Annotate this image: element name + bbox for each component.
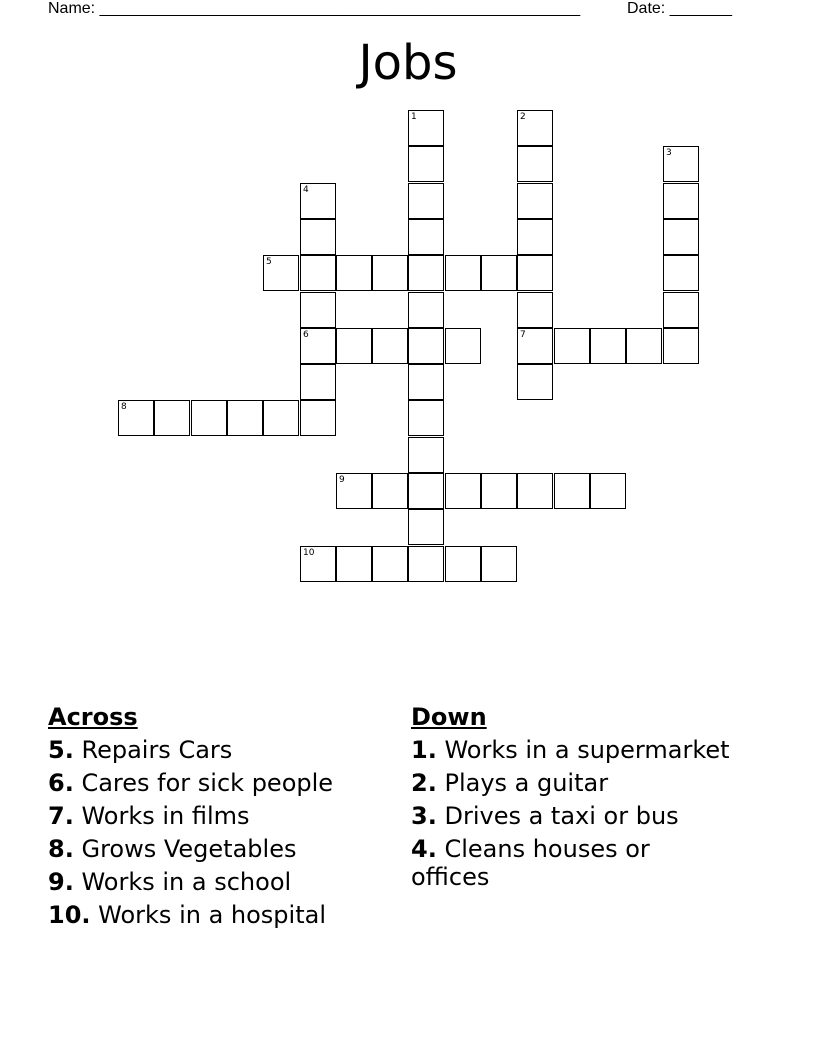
grid-cell[interactable] [118, 400, 154, 436]
grid-cell[interactable] [336, 473, 372, 509]
clue-across-10: 10. Works in a hospital [48, 901, 326, 929]
grid-cell[interactable] [227, 400, 263, 436]
grid-cell[interactable] [372, 328, 408, 364]
clue-number: 4 [303, 185, 309, 195]
page-title: Jobs [358, 35, 458, 91]
down-clues [411, 700, 731, 896]
grid-cell[interactable] [263, 400, 299, 436]
grid-cell[interactable] [663, 219, 699, 255]
grid-cell[interactable] [408, 546, 444, 582]
grid-cell[interactable] [445, 255, 481, 291]
grid-cell[interactable] [300, 292, 336, 328]
clue-number: 3 [666, 148, 672, 158]
across-clues [48, 700, 388, 934]
grid-cell[interactable] [300, 183, 336, 219]
clue-across-9: 9. Works in a school [48, 868, 292, 896]
grid-cell[interactable] [408, 110, 444, 146]
clue-across-6: 6. Cares for sick people [48, 769, 334, 797]
grid-cell[interactable] [590, 473, 626, 509]
grid-cell[interactable] [481, 546, 517, 582]
clue-across-7: 7. Works in films [48, 802, 250, 830]
grid-cell[interactable] [626, 328, 662, 364]
grid-cell[interactable] [372, 546, 408, 582]
clue-number: 7 [520, 330, 526, 340]
date-line: Date: _______ [627, 0, 732, 17]
grid-cell[interactable] [408, 509, 444, 545]
grid-cell[interactable] [191, 400, 227, 436]
clue-down-2: 2. Plays a guitar [411, 769, 609, 797]
grid-cell[interactable] [300, 219, 336, 255]
grid-cell[interactable] [663, 292, 699, 328]
clue-across-8: 8. Grows Vegetables [48, 835, 297, 863]
grid-cell[interactable] [408, 183, 444, 219]
grid-cell[interactable] [408, 400, 444, 436]
grid-cell[interactable] [481, 473, 517, 509]
grid-cell[interactable] [300, 400, 336, 436]
grid-cell[interactable] [154, 400, 190, 436]
grid-cell[interactable] [517, 473, 553, 509]
grid-cell[interactable] [517, 183, 553, 219]
clue-number: 2 [520, 112, 526, 122]
grid-cell[interactable] [590, 328, 626, 364]
clue-number: 1 [411, 112, 417, 122]
grid-cell[interactable] [517, 146, 553, 182]
clue-number: 6 [303, 330, 309, 340]
grid-cell[interactable] [408, 292, 444, 328]
across-heading: Across [48, 703, 138, 731]
grid-cell[interactable] [445, 328, 481, 364]
grid-cell[interactable] [408, 219, 444, 255]
grid-cell[interactable] [408, 437, 444, 473]
grid-cell[interactable] [408, 364, 444, 400]
grid-cell[interactable] [663, 146, 699, 182]
grid-cell[interactable] [372, 473, 408, 509]
name-line: Name: ______________________________________________________ [48, 0, 581, 17]
clue-down-1: 1. Works in a supermarket [411, 736, 730, 764]
grid-cell[interactable] [517, 364, 553, 400]
grid-cell[interactable] [554, 473, 590, 509]
grid-cell[interactable] [336, 255, 372, 291]
clue-number: 5 [266, 257, 272, 267]
grid-cell[interactable] [408, 255, 444, 291]
grid-cell[interactable] [663, 183, 699, 219]
clue-number: 9 [339, 475, 345, 485]
grid-cell[interactable] [336, 328, 372, 364]
grid-cell[interactable] [517, 110, 553, 146]
grid-cell[interactable] [517, 219, 553, 255]
grid-cell[interactable] [336, 546, 372, 582]
grid-cell[interactable] [663, 328, 699, 364]
clue-across-5: 5. Repairs Cars [48, 736, 233, 764]
grid-cell[interactable] [300, 328, 336, 364]
clue-down-3: 3. Drives a taxi or bus [411, 802, 679, 830]
grid-cell[interactable] [408, 473, 444, 509]
grid-cell[interactable] [300, 364, 336, 400]
grid-cell[interactable] [372, 255, 408, 291]
grid-cell[interactable] [445, 546, 481, 582]
grid-cell[interactable] [408, 146, 444, 182]
grid-cell[interactable] [408, 328, 444, 364]
clue-number: 10 [303, 548, 315, 558]
down-heading: Down [411, 703, 487, 731]
clue-down-4: 4. Cleans houses or offices [411, 835, 650, 891]
grid-cell[interactable] [445, 473, 481, 509]
grid-cell[interactable] [300, 255, 336, 291]
grid-cell[interactable] [263, 255, 299, 291]
grid-cell[interactable] [481, 255, 517, 291]
grid-cell[interactable] [517, 292, 553, 328]
grid-cell[interactable] [663, 255, 699, 291]
grid-cell[interactable] [300, 546, 336, 582]
grid-cell[interactable] [517, 255, 553, 291]
grid-cell[interactable] [554, 328, 590, 364]
clue-number: 8 [121, 402, 127, 412]
grid-cell[interactable] [517, 328, 553, 364]
